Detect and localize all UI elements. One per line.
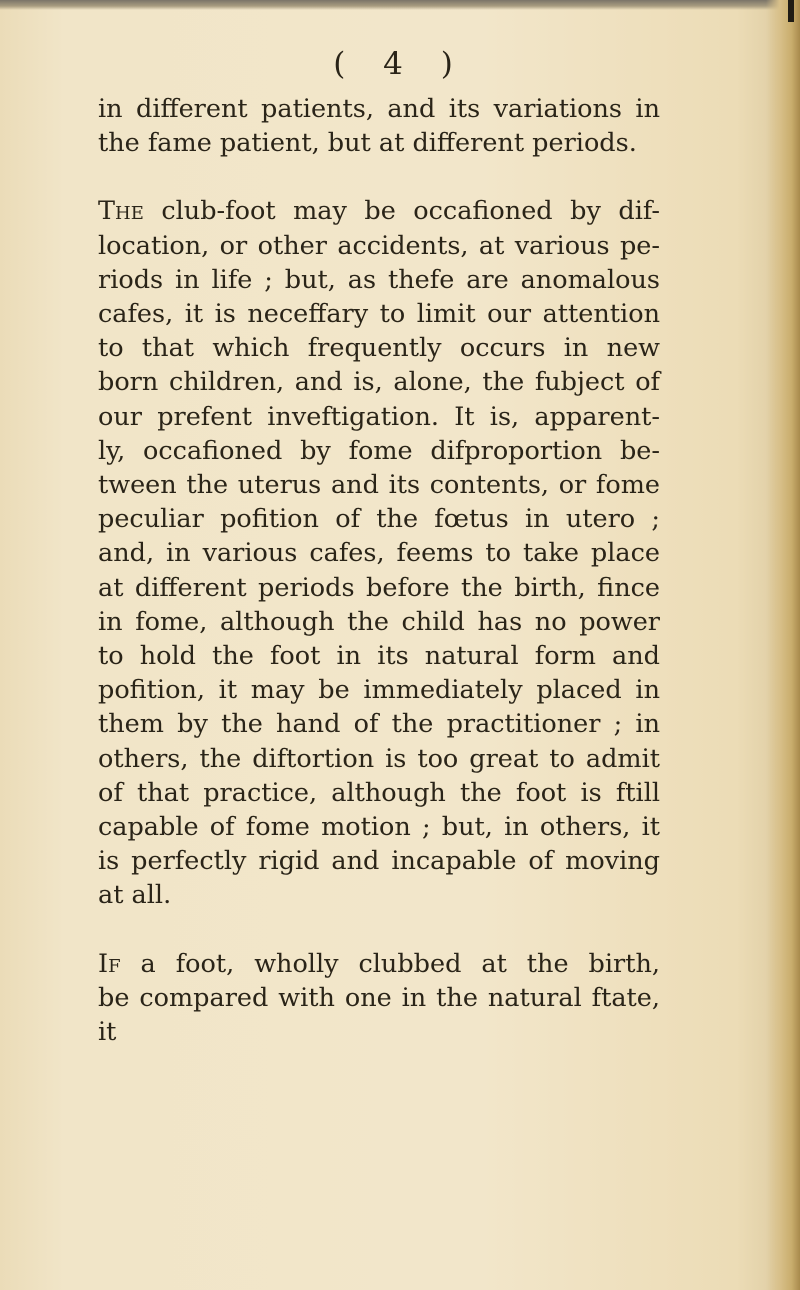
text-line: others, the diftortion is too great to admit (98, 743, 660, 774)
text-line-rest: a foot, wholly clubbed at the birth, (120, 948, 660, 979)
text-line: peculiar pofition of the fœtus in utero ; (98, 504, 660, 535)
text-line: tween the uterus and its contents, or fome (98, 470, 660, 501)
paragraph-2 (98, 194, 660, 912)
text-line-rest: club-foot may be occafioned by dif- (143, 196, 660, 227)
top-edge-shadow (0, 0, 800, 10)
text-line: the fame patient, but at different periods. (98, 128, 637, 159)
text-line: in fome, although the child has no power (98, 606, 660, 637)
text-line: ly, occafioned by fome difproportion be- (98, 435, 660, 466)
text-line: of that practice, although the foot is ftill (98, 777, 660, 808)
text-line: and, in various cafes, feems to take place (98, 538, 660, 569)
text-line: cafes, it is neceffary to limit our attention (98, 299, 660, 330)
text-line: in different patients, and its variations in (98, 94, 660, 124)
text-line: capable of fome motion ; but, in others, it (98, 812, 660, 843)
text-line (98, 947, 660, 981)
text-line: pofition, it may be immediately placed in (98, 675, 660, 706)
page-number: ( 4 ) (333, 46, 467, 82)
catchword: it (98, 1017, 117, 1048)
page-gutter-edge (766, 0, 800, 1290)
text-line: to hold the foot in its natural form and (98, 641, 660, 672)
body-text (98, 92, 660, 1049)
paragraph-3 (98, 947, 660, 1050)
text-line: to that which frequently occurs in new (98, 333, 660, 364)
text-line: our prefent inveftigation. It is, apparent- (98, 401, 660, 432)
paragraph-gap (98, 913, 660, 947)
text-line: born children, and is, alone, the fubject of (98, 367, 660, 398)
paragraph-1 (98, 92, 660, 160)
binding-mark (788, 0, 794, 22)
text-line: at different periods before the birth, fince (98, 572, 660, 603)
paragraph-lead-word: The (98, 196, 144, 227)
text-line: be compared with one in the natural ftate, (98, 982, 660, 1013)
text-line: them by the hand of the practitioner ; in (98, 709, 660, 740)
paragraph-gap (98, 160, 660, 194)
paragraph-lead-word: If (98, 948, 121, 979)
text-line: riods in life ; but, as thefe are anomalous (98, 264, 660, 295)
text-line: at all. (98, 880, 172, 911)
text-line (98, 194, 660, 228)
text-line: is perfectly rigid and incapable of moving (98, 846, 660, 877)
text-line: location, or other accidents, at various pe- (98, 230, 660, 261)
